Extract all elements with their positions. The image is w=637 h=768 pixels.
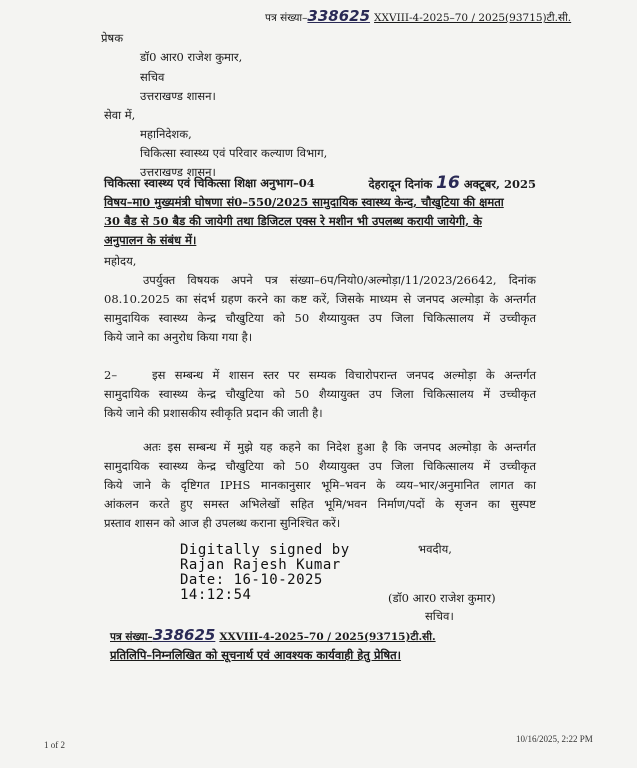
digital-signature-line: Digitally signed by bbox=[180, 542, 350, 558]
handwritten-date-day: 16 bbox=[436, 173, 460, 193]
reference-number-top bbox=[265, 9, 571, 25]
subject-text-1: मा0 मुख्यमंत्री घोषणा सं0–550/2025 सामुदायिक स्वास्थ्य केन्द, चौखुटिया की क्षमता bbox=[132, 195, 504, 209]
recipient-dept: चिकित्सा स्वास्थ्य एवं परिवार कल्याण विभाग, bbox=[140, 146, 328, 160]
print-timestamp: 10/16/2025, 2:22 PM bbox=[516, 734, 593, 744]
para3-line bbox=[104, 497, 536, 511]
signatory-designation: सचिव। bbox=[425, 609, 454, 623]
place-date bbox=[368, 173, 536, 193]
subject-line-1 bbox=[104, 195, 536, 209]
reference-number-bottom bbox=[110, 628, 436, 644]
subject-label: विषय– bbox=[104, 195, 133, 209]
para2-line bbox=[152, 368, 536, 382]
section-name: चिकित्सा स्वास्थ्य एवं चिकित्सा शिक्षा अनुभाग–04 bbox=[104, 176, 315, 190]
signatory-name: (डॉ0 आर0 राजेश कुमार) bbox=[388, 591, 496, 605]
valediction: भवदीय, bbox=[418, 542, 452, 556]
para3-line bbox=[143, 440, 536, 454]
para2-line: किये जाने की प्रशासकीय स्वीकृति प्रदान की जाती है। bbox=[104, 406, 323, 420]
para3-line: प्रस्ताव शासन को आज ही उपलब्ध कराना सुनिश्चित करें। bbox=[104, 516, 341, 530]
para1-text-3: सामुदायिक स्वास्थ्य केन्द्र चौखुटिया को 50 शैय्यायुक्त उप जिला चिकित्सालय में उच्चीकृत bbox=[104, 311, 536, 325]
para3-text-3: किये जाने के दृष्टिगत IPHS मानकानुसार भूमि–भवन के व्यय–भार/अनुमानित लागत का bbox=[104, 478, 536, 492]
sender-org: उत्तराखण्ड शासन। bbox=[140, 89, 216, 103]
para1-line bbox=[143, 273, 536, 287]
date-label: दिनांक bbox=[404, 177, 433, 191]
place: देहरादून bbox=[368, 177, 401, 191]
ref-prefix: पत्र संख्या– bbox=[265, 12, 308, 24]
para3-line bbox=[104, 459, 536, 473]
digital-signature-line: Date: 16-10-2025 bbox=[180, 572, 323, 588]
para1-text-2: 08.10.2025 का संदर्भ ग्रहण करने का कष्ट करें, जिसके माध्यम से जनपद अल्मोड़ा के अन्तर्गत bbox=[104, 292, 536, 306]
handwritten-ref-number: 338625 bbox=[307, 7, 371, 25]
ref-prefix: पत्र संख्या– bbox=[110, 631, 153, 643]
recipient-name: महानिदेशक, bbox=[140, 127, 192, 141]
recipient-label: सेवा में, bbox=[104, 108, 136, 122]
para3-text-1: अतः इस सम्बन्ध में मुझे यह कहने का निदेश हुआ है कि जनपद अल्मोड़ा के अन्तर्गत bbox=[143, 440, 536, 454]
sender-name: डॉ0 आर0 राजेश कुमार, bbox=[140, 50, 243, 64]
ref-code: XXVIII-4-2025–70 / 2025(93715)टी.सी. bbox=[219, 631, 436, 643]
para3-text-2: सामुदायिक स्वास्थ्य केन्द्र चौखुटिया को 50 शैय्यायुक्त उप जिला चिकित्सालय में उच्चीकृत bbox=[104, 459, 536, 473]
digital-signature-line: 14:12:54 bbox=[180, 587, 252, 603]
sender-designation: सचिव bbox=[140, 70, 165, 84]
para1-text-1: उपर्युक्त विषयक अपने पत्र संख्या–6प/नियो0/अल्मोड़ा/11/2023/26642, दिनांक bbox=[143, 273, 536, 287]
para2-line bbox=[104, 387, 536, 401]
para1-line bbox=[104, 292, 536, 306]
section-date-line bbox=[104, 173, 536, 193]
para2-number: 2– bbox=[104, 368, 118, 382]
para1-line bbox=[104, 311, 536, 325]
page-number: 1 of 2 bbox=[44, 740, 65, 750]
para3-text-4: आंकलन करते हुए समस्त अभिलेखों सहित भूमि/भवन निर्माण/पदों के सृजन का सुस्पष्ट bbox=[104, 497, 536, 511]
para2-text-2: सामुदायिक स्वास्थ्य केन्द्र चौखुटिया को 50 शैय्यायुक्त उप जिला चिकित्सालय में उच्चीकृत bbox=[104, 387, 536, 401]
handwritten-ref-number: 338625 bbox=[152, 626, 216, 644]
digital-signature-line: Rajan Rajesh Kumar bbox=[180, 557, 341, 573]
subject-line-3: अनुपालन के संबंध में। bbox=[104, 233, 197, 247]
sender-label: प्रेषक bbox=[101, 31, 124, 45]
ref-code: XXVIII-4-2025–70 / 2025(93715)टी.सी. bbox=[374, 12, 572, 24]
date-month-year: अक्टूबर, 2025 bbox=[463, 177, 536, 191]
recipient-org: उत्तराखण्ड शासन। bbox=[140, 165, 216, 179]
para1-line: किये जाने का अनुरोध किया गया है। bbox=[104, 330, 253, 344]
salutation: महोदय, bbox=[104, 254, 137, 268]
subject-line-2: 30 बैड से 50 बैड की जायेगी तथा डिजिटल एक्स रे मशीन भी उपलब्ध करायी जायेगी, के bbox=[104, 214, 482, 228]
para3-line bbox=[104, 478, 536, 492]
para2-text-1: इस सम्बन्ध में शासन स्तर पर सम्यक विचारोपरान्त जनपद अल्मोड़ा के अन्तर्गत bbox=[152, 368, 536, 382]
copy-to-line: प्रतिलिपि–निम्नलिखित को सूचनार्थ एवं आवश्यक कार्यवाही हेतु प्रेषित। bbox=[110, 648, 402, 662]
